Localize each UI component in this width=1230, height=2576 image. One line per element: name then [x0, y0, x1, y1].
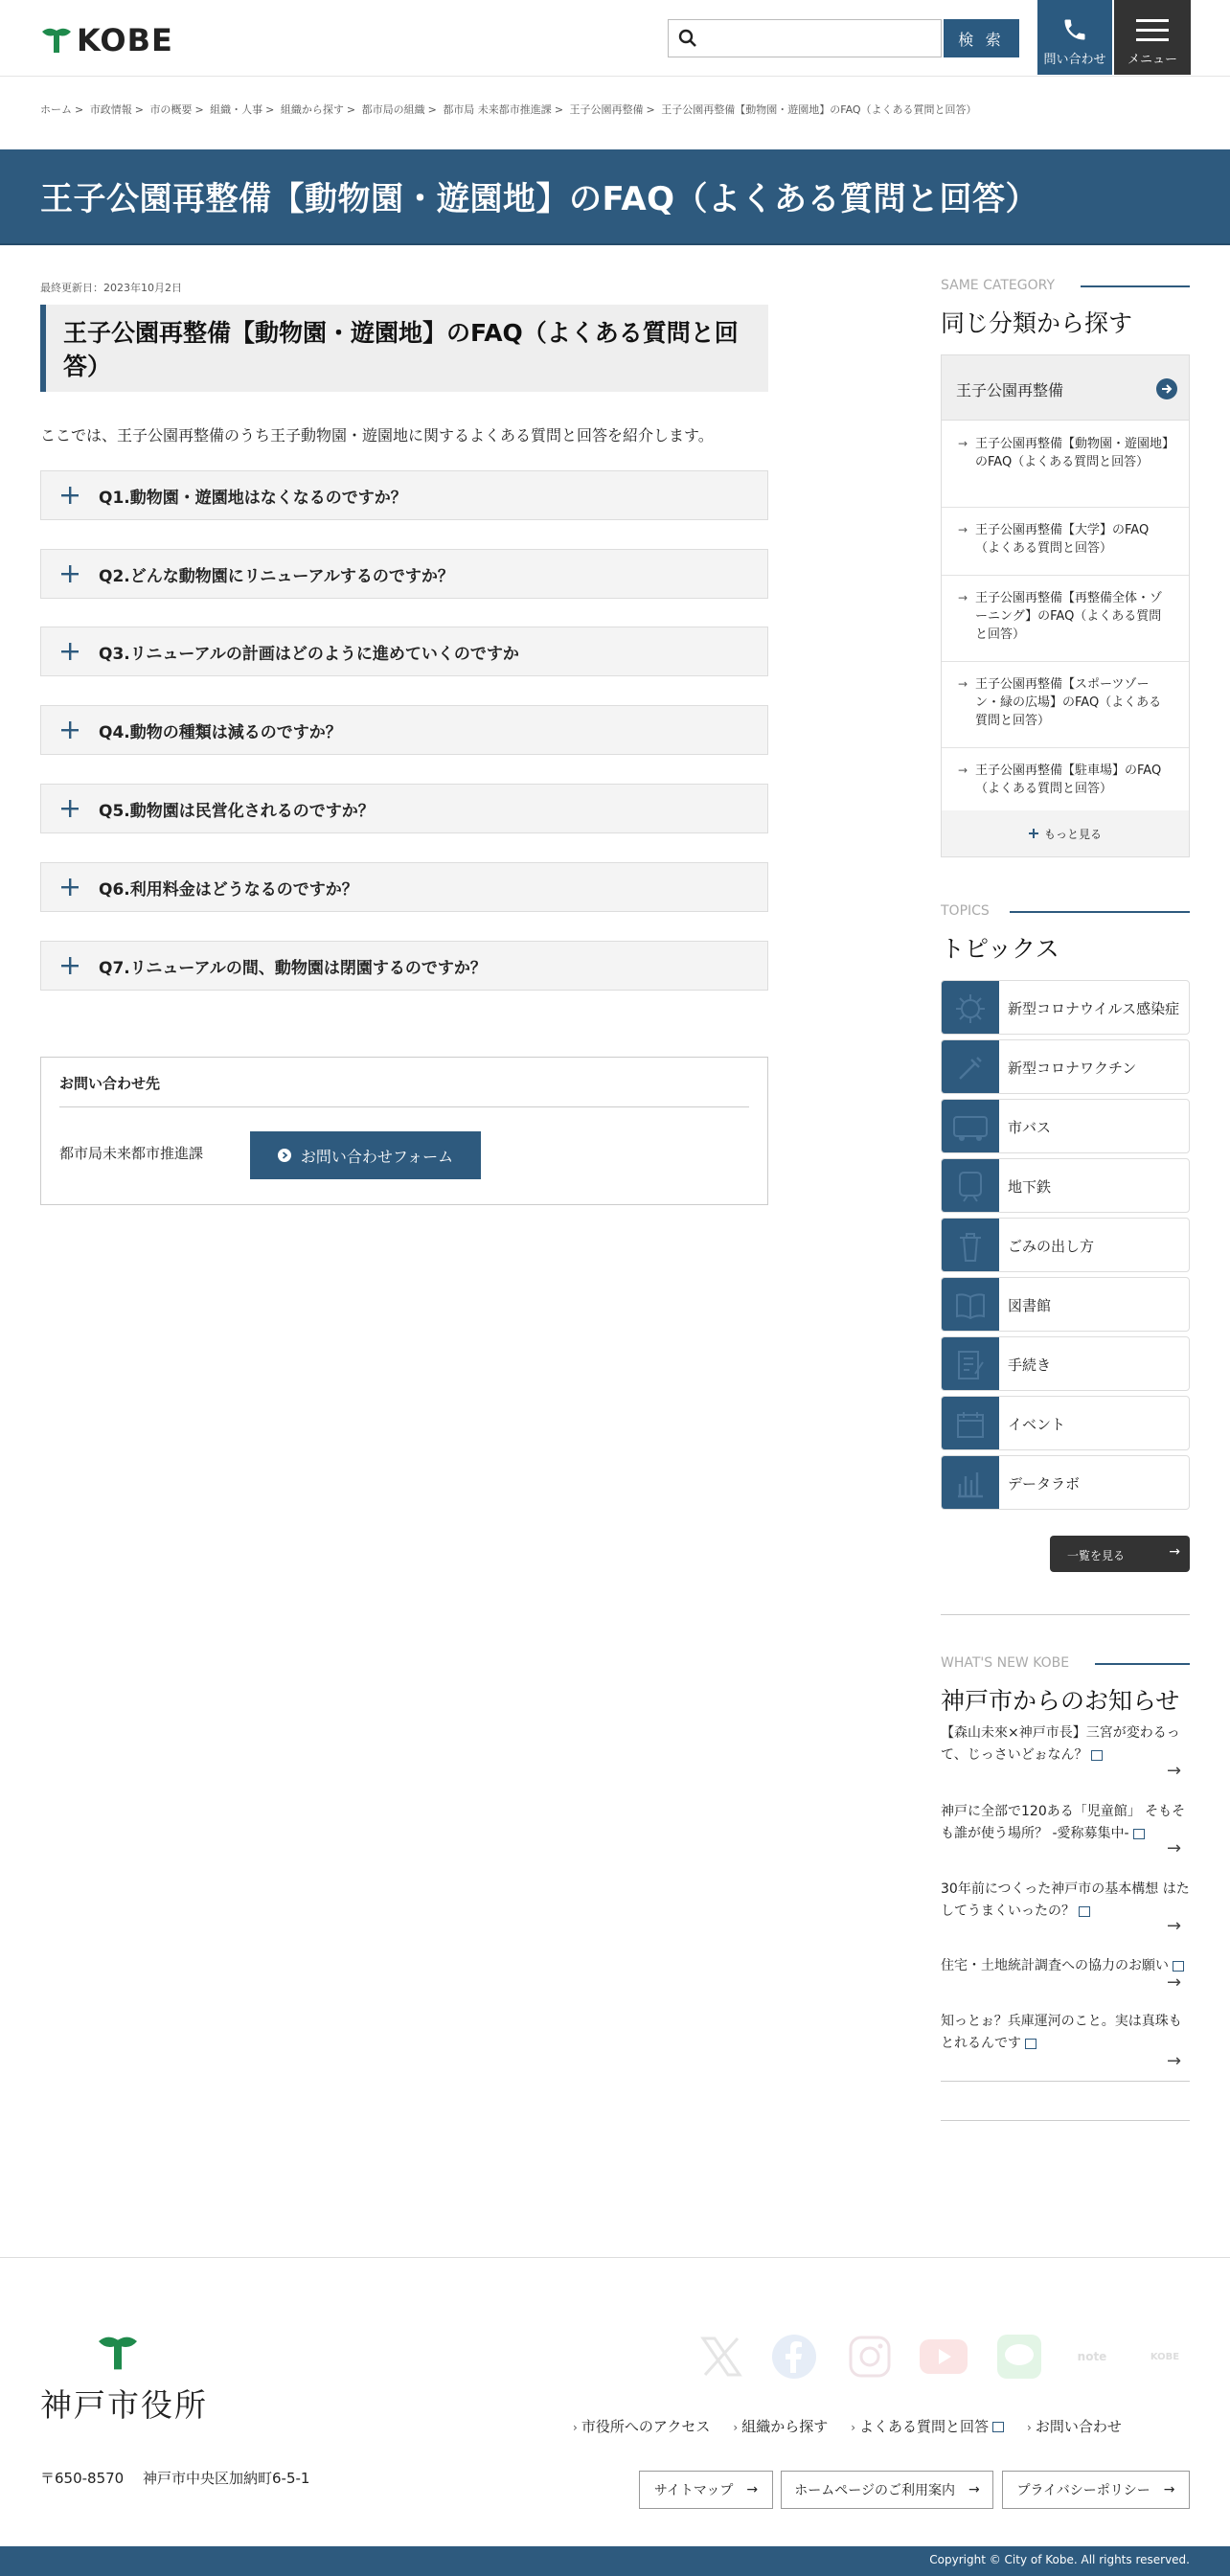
privacy-policy-button[interactable]: [1002, 2471, 1190, 2509]
site-guide-label: ホームページのご利用案内: [794, 2483, 955, 2498]
topic-vaccine[interactable]: [941, 1039, 1190, 1094]
kobe-mark-icon: [40, 26, 73, 55]
plus-icon: [41, 470, 99, 520]
logo-text: KOBE: [77, 22, 173, 58]
contact-divider: [59, 1106, 749, 1107]
arrow-right-icon: →: [1163, 2482, 1175, 2497]
plus-icon: [41, 627, 99, 676]
plus-icon: [41, 549, 99, 599]
topic-label: 新型コロナウイルス感染症: [1008, 1000, 1180, 1017]
view-all-button[interactable]: [1050, 1536, 1190, 1572]
arrow-right-icon: →: [1167, 1916, 1182, 1936]
menu-label: メニュー: [1127, 53, 1177, 67]
external-link-icon: [1025, 2039, 1036, 2049]
copyright-band: [0, 2546, 1230, 2576]
breadcrumb-item[interactable]: 都市局の組織: [361, 103, 425, 116]
news-title: 神戸に全部で120ある「児童館」 そもそも誰が使う場所？ -愛称募集中-: [941, 1804, 1186, 1841]
arrow-right-icon: →: [1167, 1761, 1182, 1781]
faq-question: Q3.リニューアルの計画はどのように進めていくのですか: [99, 644, 519, 664]
intro-text: ここでは、王子公園再整備のうち王子動物園・遊園地に関するよくある質問と回答を紹介します。: [40, 426, 714, 445]
header-divider: [0, 76, 1230, 77]
footer-link-label: お問い合わせ: [1035, 2418, 1122, 2435]
topic-procedures[interactable]: [941, 1336, 1190, 1391]
category-item-label: 王子公園再整備【大学】のFAQ（よくある質問と回答）: [975, 523, 1150, 556]
news-item[interactable]: [941, 1879, 1190, 1923]
subway-icon: [942, 1159, 999, 1213]
contact-department: 都市局未来都市推進課: [59, 1145, 204, 1162]
breadcrumb-item[interactable]: 市の概要: [149, 103, 193, 116]
topic-label: 市バス: [1008, 1119, 1052, 1136]
contact-header-button[interactable]: [1037, 0, 1112, 75]
page-title: 王子公園再整備【動物園・遊園地】のFAQ（よくある質問と回答）: [40, 180, 1039, 218]
syringe-icon: [942, 1040, 999, 1094]
plus-icon: [41, 941, 99, 991]
topic-bus[interactable]: [941, 1099, 1190, 1153]
contact-box: [40, 1057, 768, 1205]
last-updated: 最終更新日：2023年10月2日: [40, 282, 182, 294]
search-input-wrapper: [668, 19, 942, 57]
bar-chart-icon: [942, 1456, 999, 1510]
footer-link-label: 組織から探す: [741, 2418, 829, 2435]
external-link-icon: [1079, 1906, 1090, 1917]
topic-label: イベント: [1008, 1416, 1066, 1433]
topic-label: 地下鉄: [1008, 1178, 1052, 1196]
category-list-item[interactable]: [942, 508, 1189, 576]
category-list-item[interactable]: [942, 576, 1189, 662]
footer-link-label: よくある質問と回答: [859, 2418, 990, 2435]
contact-form-label: お問い合わせフォーム: [300, 1147, 454, 1166]
faq-item-q2[interactable]: [40, 549, 768, 599]
trash-icon: [942, 1219, 999, 1272]
divider: [941, 2081, 1190, 2082]
category-name: 王子公園再整備: [956, 381, 1064, 399]
plus-icon: [41, 705, 99, 755]
copyright: Copyright © City of Kobe. All rights reserved.: [929, 2553, 1190, 2566]
search-icon: [678, 29, 697, 48]
topic-label: 図書館: [1008, 1297, 1052, 1314]
footer-link-contact[interactable]: [1027, 2416, 1122, 2436]
topic-covid[interactable]: [941, 980, 1190, 1035]
news-title: 30年前につくった神戸市の基本構想 はたしてうまくいったの？: [941, 1881, 1190, 1919]
kobe-icon-text: KOBE: [1150, 2351, 1180, 2362]
topic-library[interactable]: [941, 1277, 1190, 1332]
news-title: 知っとぉ？兵庫運河のこと。実は真珠もとれるんです: [941, 2014, 1182, 2051]
category-item-label: 王子公園再整備【再整備全体・ゾーニング】のFAQ（よくある質問と回答）: [975, 591, 1163, 642]
category-item-label: 王子公園再整備【駐車場】のFAQ（よくある質問と回答）: [975, 764, 1162, 796]
category-item-label: 王子公園再整備【スポーツゾーン・緑の広場】のFAQ（よくある質問と回答）: [975, 677, 1162, 728]
faq-item-q4[interactable]: [40, 705, 768, 755]
faq-question: Q4.動物の種類は減るのですか？: [99, 722, 342, 742]
external-link-icon: [1173, 1961, 1184, 1972]
divider: [941, 1614, 1190, 1615]
facebook-icon[interactable]: [770, 2333, 818, 2381]
more-label: もっと見る: [1043, 827, 1102, 841]
footer-link-faq[interactable]: [851, 2416, 1004, 2436]
news-item[interactable]: [941, 1722, 1190, 1767]
breadcrumb-item[interactable]: 王子公園再整備: [569, 103, 644, 116]
topic-label: ごみの出し方: [1008, 1238, 1095, 1255]
footer-link-label: 市役所へのアクセス: [581, 2418, 711, 2435]
sitemap-label: サイトマップ: [653, 2483, 734, 2498]
sitemap-button[interactable]: [639, 2471, 773, 2509]
faq-question: Q5.動物園は民営化されるのですか？: [99, 801, 375, 821]
breadcrumb: ホーム > 市政情報 > 市の概要 > 組織・人事 > 組織から探す > 都市局の組織 > 都市局 未来都市推進課 > 王子公園再整備 > 王子公園再整備【動物園・遊園地】のFAQ（よくある質問と回答）: [40, 103, 977, 116]
instagram-icon[interactable]: [846, 2333, 894, 2381]
category-list-item[interactable]: [942, 662, 1189, 748]
section-line: [1010, 911, 1190, 913]
category-list-item[interactable]: [942, 422, 1189, 508]
view-all-label: 一覧を見る: [1067, 1549, 1126, 1562]
category-list-item[interactable]: [942, 748, 1189, 812]
chevron-right-icon: ›: [573, 2421, 578, 2434]
sub-title: 王子公園再整備【動物園・遊園地】のFAQ（よくある質問と回答）: [63, 319, 739, 380]
breadcrumb-item[interactable]: 都市局 未来都市推進課: [443, 103, 552, 116]
calendar-icon: [942, 1397, 999, 1450]
arrow-right-icon: →: [1167, 2051, 1182, 2071]
topic-subway[interactable]: [941, 1158, 1190, 1213]
faq-question: Q1.動物園・遊園地はなくなるのですか？: [99, 488, 407, 508]
chevron-right-icon: →: [958, 764, 968, 777]
kobe-mark-icon: [94, 2334, 142, 2372]
footer-links: [573, 2416, 1122, 2436]
category-header[interactable]: [942, 355, 1189, 421]
topic-label: 手続き: [1008, 1356, 1052, 1374]
footer-link-access[interactable]: [573, 2416, 710, 2436]
faq-item-q6[interactable]: [40, 862, 768, 912]
page-title-band: [0, 149, 1230, 245]
news-item[interactable]: [941, 1801, 1190, 1845]
topics-heading: トピックス: [941, 935, 1059, 963]
news-label: WHAT'S NEW KOBE: [941, 1655, 1070, 1671]
footer-link-organization[interactable]: [733, 2416, 828, 2436]
faq-question: Q7.リニューアルの間、動物園は閉園するのですか？: [99, 958, 487, 978]
section-line: [1095, 1663, 1190, 1665]
external-link-icon: [1133, 1829, 1145, 1839]
bus-icon: [942, 1100, 999, 1153]
divider: [941, 2120, 1190, 2121]
kobe-icon[interactable]: [1141, 2333, 1189, 2381]
faq-item-q5[interactable]: [40, 784, 768, 833]
topic-garbage[interactable]: [941, 1218, 1190, 1272]
news-heading: 神戸市からのお知らせ: [941, 1687, 1180, 1715]
chevron-right-icon: →: [958, 591, 968, 604]
arrow-right-icon: →: [968, 2482, 980, 2497]
section-line: [1081, 285, 1190, 287]
topic-label: データラボ: [1008, 1475, 1081, 1493]
plus-icon: [41, 862, 99, 912]
chevron-right-icon: ›: [851, 2421, 856, 2434]
external-link-icon: [992, 2422, 1004, 2432]
footer-divider: [0, 2257, 1230, 2258]
news-item[interactable]: [941, 1955, 1190, 1977]
chevron-right-icon: →: [958, 523, 968, 536]
arrow-right-icon: →: [746, 2482, 759, 2497]
sub-title-box: [40, 305, 768, 392]
topic-events[interactable]: [941, 1396, 1190, 1450]
hamburger-icon: [1136, 18, 1169, 43]
news-title: 住宅・土地統計調査への協力のお願い: [941, 1958, 1169, 1973]
privacy-policy-label: プライバシーポリシー: [1016, 2483, 1150, 2498]
chevron-right-icon: ›: [733, 2421, 739, 2434]
chevron-right-icon: →: [958, 677, 968, 691]
topic-label: 新型コロナワクチン: [1008, 1060, 1137, 1077]
breadcrumb-item[interactable]: 組織から探す: [280, 103, 344, 116]
faq-item-q1[interactable]: [40, 470, 768, 520]
contact-form-button[interactable]: [250, 1131, 481, 1179]
category-item-label: 王子公園再整備【動物園・遊園地】のFAQ（よくある質問と回答）: [975, 437, 1169, 469]
site-logo[interactable]: [40, 23, 173, 57]
plus-icon: [1029, 829, 1038, 838]
search-button[interactable]: 検 索: [944, 19, 1019, 57]
chevron-right-icon: →: [958, 437, 968, 450]
more-button[interactable]: [942, 810, 1189, 856]
site-guide-button[interactable]: [781, 2471, 993, 2509]
faq-question: Q2.どんな動物園にリニューアルするのですか？: [99, 566, 454, 586]
same-category-box: [941, 354, 1190, 857]
footer-org-name: 神戸市役所: [40, 2386, 208, 2424]
line-icon[interactable]: [995, 2333, 1043, 2381]
note-icon-text: note: [1077, 2350, 1107, 2363]
arrow-right-icon: →: [1167, 1838, 1182, 1858]
contact-title: お問い合わせ先: [59, 1075, 161, 1092]
contact-header-label: 問い合わせ: [1043, 53, 1106, 67]
external-link-icon: [1091, 1750, 1103, 1761]
arrow-circle-icon: [278, 1149, 291, 1162]
faq-question: Q6.利用料金はどうなるのですか？: [99, 879, 358, 900]
arrow-right-icon: →: [1169, 1544, 1180, 1560]
same-category-heading: 同じ分類から探す: [941, 309, 1133, 337]
topics-label: TOPICS: [941, 903, 990, 919]
faq-item-q7[interactable]: [40, 941, 768, 991]
search-input[interactable]: [701, 26, 931, 51]
menu-button[interactable]: [1114, 0, 1191, 75]
virus-icon: [942, 981, 999, 1035]
breadcrumb-item[interactable]: 組織・人事: [210, 103, 263, 116]
arrow-right-icon: →: [1167, 1972, 1182, 1993]
phone-icon: [1061, 16, 1088, 43]
x-icon[interactable]: [697, 2333, 745, 2381]
address: 〒650-8570 神戸市中央区加納町6-5-1: [40, 2470, 310, 2487]
note-icon[interactable]: [1068, 2333, 1116, 2381]
topic-datalab[interactable]: [941, 1455, 1190, 1510]
document-pen-icon: [942, 1337, 999, 1391]
book-icon: [942, 1278, 999, 1332]
youtube-icon[interactable]: [920, 2333, 968, 2381]
breadcrumb-item[interactable]: 市政情報: [89, 103, 132, 116]
arrow-circle-icon: [1156, 378, 1177, 399]
same-category-label: SAME CATEGORY: [941, 278, 1056, 293]
breadcrumb-current: 王子公園再整備【動物園・遊園地】のFAQ（よくある質問と回答）: [661, 103, 977, 116]
news-item[interactable]: [941, 2011, 1190, 2055]
news-title: 【森山未來×神戸市長】三宮が変わるって、じっさいどぉなん？: [941, 1725, 1180, 1763]
plus-icon: [41, 784, 99, 833]
breadcrumb-item[interactable]: ホーム: [40, 103, 72, 116]
faq-item-q3[interactable]: [40, 627, 768, 676]
chevron-right-icon: ›: [1027, 2421, 1032, 2434]
